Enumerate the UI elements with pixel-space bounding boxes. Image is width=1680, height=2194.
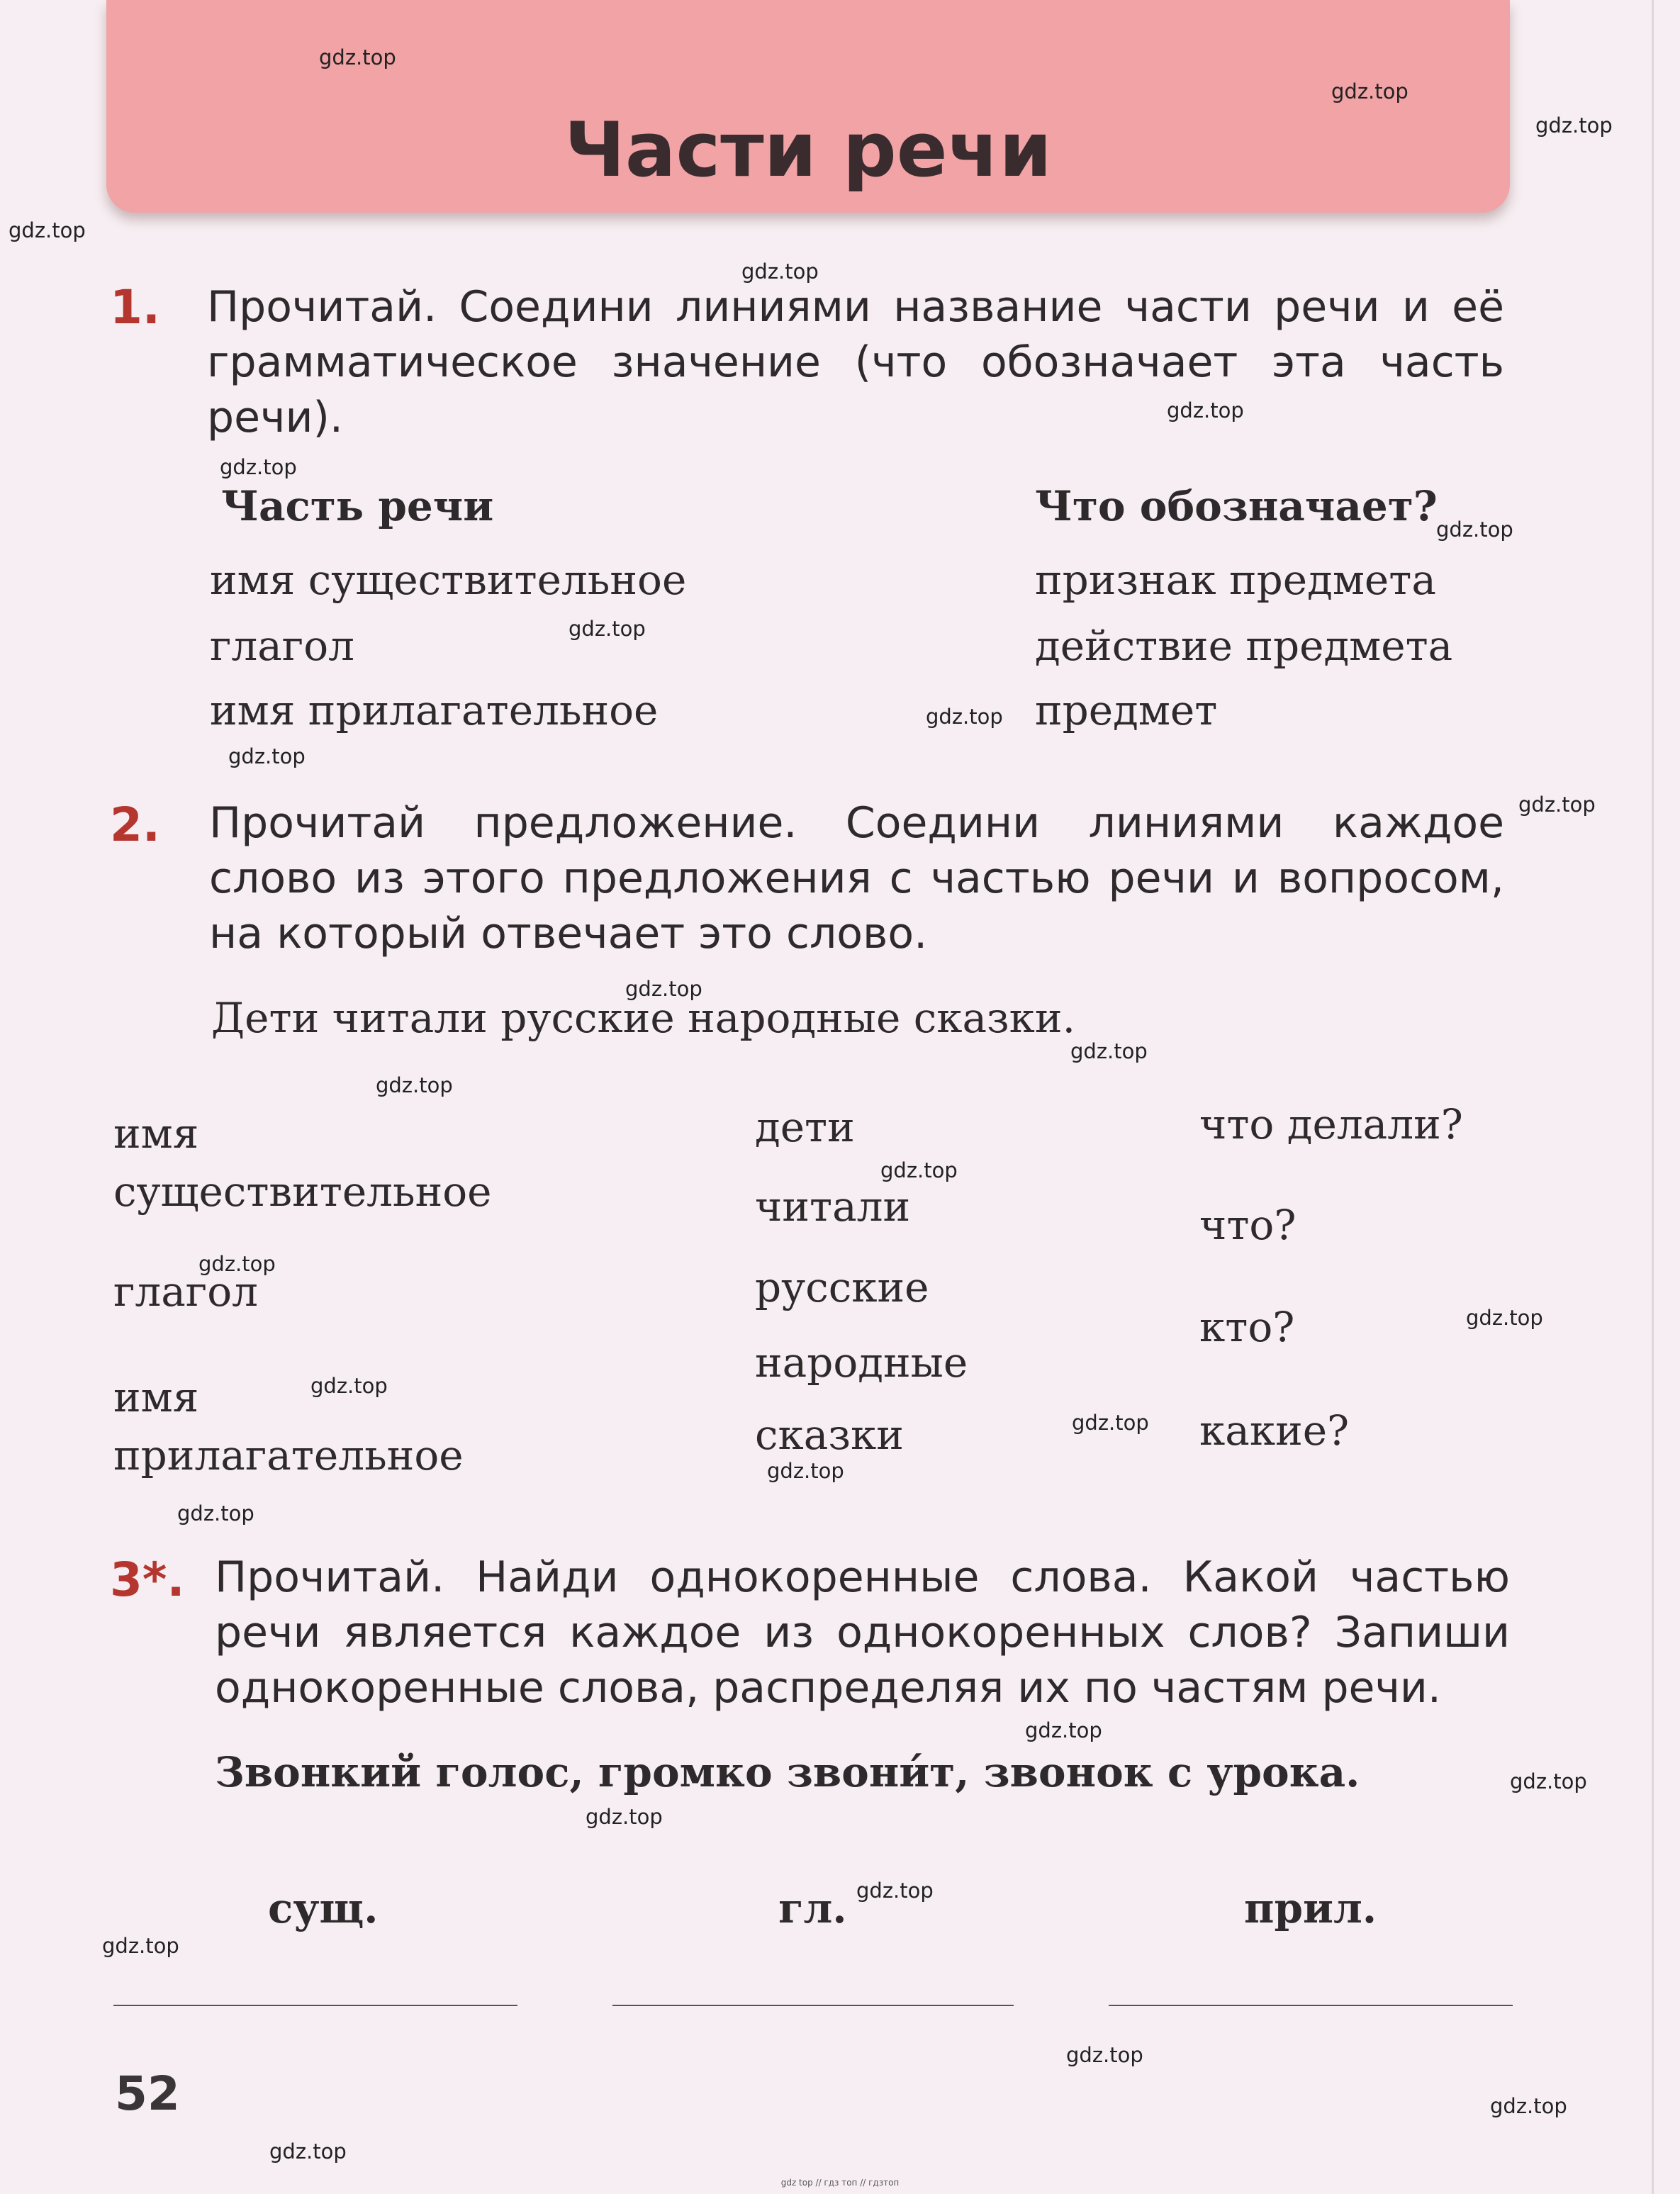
task1-right-item: признак предмета bbox=[1035, 556, 1436, 604]
watermark: gdz.top bbox=[310, 1374, 388, 1398]
task2-part-label: имя существительное bbox=[113, 1109, 492, 1216]
task2-part: глагол bbox=[113, 1267, 258, 1316]
answer-line[interactable] bbox=[612, 2005, 1014, 2006]
task2-word: дети bbox=[755, 1103, 855, 1151]
task2-sentence: Дети читали русские народные сказки. bbox=[211, 994, 1076, 1042]
answer-line[interactable] bbox=[113, 2005, 517, 2006]
task1-right-item: предмет bbox=[1035, 686, 1218, 734]
task1-left-item: глагол bbox=[210, 622, 354, 670]
task3-column-label: сущ. bbox=[268, 1884, 379, 1932]
task2-word: сказки bbox=[755, 1411, 904, 1459]
task2-word: народные bbox=[755, 1338, 968, 1387]
watermark: gdz.top bbox=[880, 1158, 958, 1182]
task3-sentence: Звонкий голос, громко звони́т, звонок с урока. bbox=[215, 1748, 1360, 1796]
watermark: gdz.top bbox=[1518, 793, 1596, 817]
watermark: gdz.top bbox=[926, 705, 1003, 729]
watermark: gdz.top bbox=[1436, 517, 1513, 542]
watermark: gdz.top bbox=[741, 259, 819, 284]
task3-number: 3*. bbox=[110, 1552, 185, 1607]
watermark: gdz.top bbox=[569, 617, 646, 641]
watermark: gdz.top bbox=[228, 744, 306, 768]
task2-question: что делали? bbox=[1199, 1100, 1463, 1148]
watermark: gdz.top bbox=[1490, 2094, 1567, 2118]
watermark: gdz.top bbox=[220, 455, 297, 479]
task2-question: какие? bbox=[1199, 1406, 1350, 1455]
task2-part bbox=[113, 1104, 553, 1221]
task2-word: читали bbox=[755, 1182, 911, 1231]
watermark: gdz.top bbox=[198, 1252, 276, 1276]
task2-number: 2. bbox=[110, 797, 160, 852]
task1-left-header: Часть речи bbox=[221, 482, 494, 530]
task1-right-item: действие предмета bbox=[1035, 622, 1453, 670]
watermark: gdz.top bbox=[856, 1879, 934, 1903]
watermark: gdz.top bbox=[1070, 1039, 1148, 1063]
watermark: gdz.top bbox=[586, 1805, 663, 1829]
task2-word: русские bbox=[755, 1263, 929, 1311]
task1-text: Прочитай. Соедини линиями название части речи и её грамматическое значение (что обозначает эта часть речи). bbox=[207, 282, 1504, 442]
task2-text: Прочитай предложение. Соедини линиями каждое слово из этого предложения с частью речи и вопросом, на который отвечает это слово. bbox=[209, 798, 1504, 958]
answer-line[interactable] bbox=[1109, 2005, 1513, 2006]
task1-left-item: имя существительное bbox=[210, 556, 687, 604]
watermark: gdz.top bbox=[767, 1459, 844, 1483]
watermark: gdz.top bbox=[1167, 398, 1244, 422]
task3-text: Прочитай. Найди однокоренные слова. Какой частью речи является каждое из однокоренных слов? Запиши однокоренные слова, распределяя их по частям речи. bbox=[215, 1552, 1510, 1713]
task3-column-label: гл. bbox=[778, 1884, 847, 1932]
watermark: gdz.top bbox=[1331, 79, 1409, 103]
watermark: gdz.top bbox=[376, 1073, 453, 1097]
task1-left-item: имя прилагательное bbox=[210, 686, 659, 734]
page-title: Части речи bbox=[564, 106, 1052, 194]
task1-right-header: Что обозначает? bbox=[1035, 482, 1438, 530]
watermark: gdz.top bbox=[177, 1501, 254, 1526]
watermark: gdz.top bbox=[1066, 2043, 1143, 2067]
watermark: gdz.top bbox=[269, 2139, 347, 2164]
task2-question: кто? bbox=[1199, 1303, 1295, 1351]
page-edge bbox=[1652, 0, 1654, 2194]
watermark: gdz.top bbox=[1510, 1769, 1587, 1793]
task2-question: что? bbox=[1199, 1201, 1297, 1249]
watermark: gdz.top bbox=[1535, 113, 1613, 138]
watermark: gdz.top bbox=[319, 45, 396, 69]
task3-column-label: прил. bbox=[1244, 1884, 1377, 1932]
watermark: gdz.top bbox=[1072, 1411, 1149, 1435]
watermark: gdz.top bbox=[1466, 1306, 1543, 1330]
watermark: gdz.top bbox=[9, 218, 86, 242]
watermark: gdz.top bbox=[1025, 1718, 1102, 1742]
watermark: gdz.top bbox=[102, 1934, 179, 1958]
watermark: gdz.top bbox=[625, 977, 702, 1001]
task1-number: 1. bbox=[110, 280, 160, 335]
bottom-note: gdz top // гдз топ // гдзтоп bbox=[780, 2178, 900, 2188]
task2-part: имя прилагательное bbox=[113, 1373, 464, 1479]
page-number: 52 bbox=[115, 2066, 180, 2121]
